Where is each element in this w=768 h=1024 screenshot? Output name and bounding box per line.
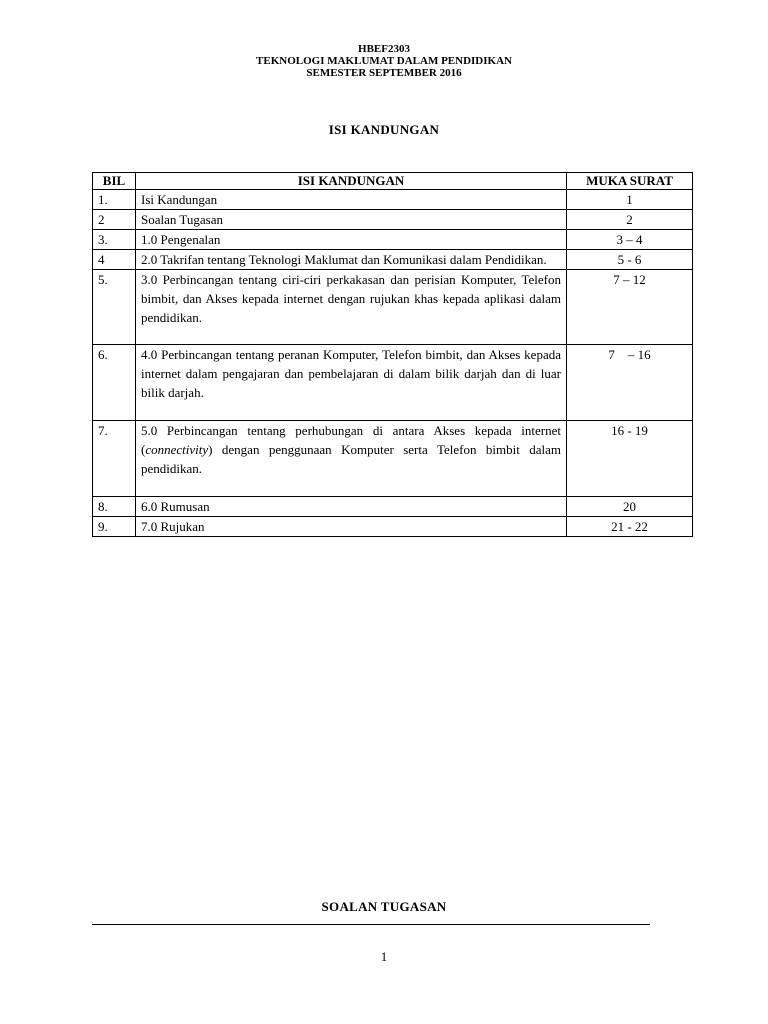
row-bil: 4: [93, 250, 136, 270]
row-page: 21 - 22: [567, 517, 693, 537]
page-number: 1: [380, 949, 388, 964]
row-content: 4.0 Perbincangan tentang peranan Komputer, Telefon bimbit, dan Akses kepada internet dalam pengajaran dan pembelajaran di dalam bilik darjah dan di luar bilik darjah.: [136, 345, 567, 421]
document-header: [0, 43, 768, 79]
row-content: 2.0 Takrifan tentang Teknologi Maklumat dan Komunikasi dalam Pendidikan.: [136, 250, 567, 270]
row-bil: 8.: [93, 497, 136, 517]
table-row: [93, 497, 693, 517]
row-bil: 1.: [93, 190, 136, 210]
row-content: [136, 421, 567, 497]
column-header-content: ISI KANDUNGAN: [136, 173, 567, 190]
row-bil: 7.: [93, 421, 136, 497]
row-content-italic: connectivity: [145, 442, 209, 457]
row-page: 3 – 4: [567, 230, 693, 250]
row-content: 3.0 Perbincangan tentang ciri-ciri perkakasan dan perisian Komputer, Telefon bimbit, dan Akses kepada internet dengan rujukan khas kepada aplikasi dalam pendidikan.: [136, 270, 567, 345]
table-header-row: [93, 173, 693, 190]
horizontal-rule: [92, 924, 650, 925]
table-row: [93, 190, 693, 210]
row-content: Soalan Tugasan: [136, 210, 567, 230]
row-content: 6.0 Rumusan: [136, 497, 567, 517]
table-row: [93, 517, 693, 537]
row-content: Isi Kandungan: [136, 190, 567, 210]
row-bil: 6.: [93, 345, 136, 421]
course-name: TEKNOLOGI MAKLUMAT DALAM PENDIDIKAN: [256, 55, 512, 67]
row-page: 1: [567, 190, 693, 210]
row-page: 16 - 19: [567, 421, 693, 497]
row-page: 7 – 16: [567, 345, 693, 421]
section-title-soalan: SOALAN TUGASAN: [321, 899, 447, 914]
row-content-text: 5.0 Perbincangan tentang perhubungan di antara Akses kepada internet (: [141, 423, 561, 457]
row-page: 5 - 6: [567, 250, 693, 270]
semester: SEMESTER SEPTEMBER 2016: [306, 67, 462, 79]
table-row: [93, 210, 693, 230]
row-content: 1.0 Pengenalan: [136, 230, 567, 250]
toc-title: ISI KANDUNGAN: [328, 122, 440, 137]
table-row: [93, 421, 693, 497]
toc-table: [92, 172, 693, 537]
row-bil: 3.: [93, 230, 136, 250]
row-content-text: ) dengan penggunaan Komputer serta Telefon bimbit dalam pendidikan.: [141, 442, 561, 476]
column-header-page: MUKA SURAT: [567, 173, 693, 190]
row-bil: 9.: [93, 517, 136, 537]
row-page: 7 – 12: [567, 270, 693, 345]
table-row: [93, 345, 693, 421]
row-bil: 2: [93, 210, 136, 230]
course-code: HBEF2303: [358, 43, 410, 55]
table-row: [93, 230, 693, 250]
row-content: 7.0 Rujukan: [136, 517, 567, 537]
table-row: [93, 250, 693, 270]
row-page: 20: [567, 497, 693, 517]
table-row: [93, 270, 693, 345]
row-page: 2: [567, 210, 693, 230]
row-bil: 5.: [93, 270, 136, 345]
column-header-bil: BIL: [93, 173, 136, 190]
